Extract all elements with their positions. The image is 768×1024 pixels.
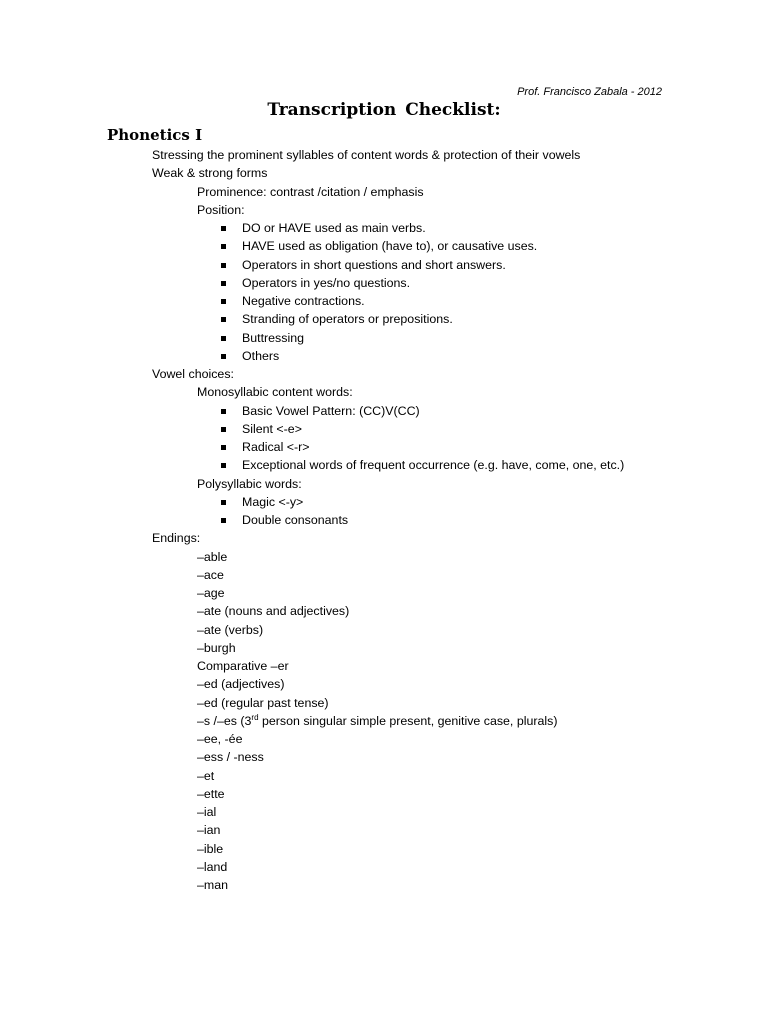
section-heading: Phonetics I bbox=[107, 126, 203, 144]
bullet-item bbox=[0, 456, 768, 474]
ending-item: –ible bbox=[197, 841, 224, 856]
ending-item bbox=[0, 712, 768, 730]
bullet-text: Radical <-r> bbox=[242, 440, 310, 454]
ending-text: person singular simple present, genitive case, plurals) bbox=[258, 713, 558, 728]
bullet-marker bbox=[221, 445, 226, 450]
bullet-item bbox=[0, 438, 768, 456]
bullet-item bbox=[0, 329, 768, 347]
bullet-marker bbox=[221, 427, 226, 432]
ending-item: –et bbox=[197, 768, 215, 783]
document-title: Transcription Checklist: bbox=[267, 100, 501, 120]
ending-item: –ed (regular past tense) bbox=[197, 695, 329, 710]
bullet-marker bbox=[221, 463, 226, 468]
ending-item: –ed (adjectives) bbox=[197, 677, 285, 692]
bullet-item bbox=[0, 292, 768, 310]
bullet-marker bbox=[221, 263, 226, 268]
ending-item: –ee, -ée bbox=[197, 732, 243, 746]
bullet-item bbox=[0, 402, 768, 420]
ending-item: –ate (verbs) bbox=[197, 622, 264, 637]
ending-item: –ian bbox=[197, 823, 221, 838]
bullet-item bbox=[0, 237, 768, 255]
bullet-text: Basic Vowel Pattern: (CC)V(CC) bbox=[242, 403, 420, 418]
ending-item: –ette bbox=[197, 786, 225, 801]
checklist-line: Weak & strong forms bbox=[152, 166, 268, 181]
bullet-text: Silent <-e> bbox=[242, 421, 302, 436]
checklist-line: Stressing the prominent syllables of content words & protection of their vowels bbox=[152, 148, 581, 162]
checklist-line: Vowel choices: bbox=[152, 367, 234, 381]
bullet-marker bbox=[221, 500, 226, 505]
ending-text: –s /–es (3 bbox=[197, 713, 252, 728]
bullet-marker bbox=[221, 409, 226, 414]
bullet-marker bbox=[221, 299, 226, 304]
bullet-item bbox=[0, 256, 768, 274]
bullet-item bbox=[0, 274, 768, 292]
bullet-text: Operators in yes/no questions. bbox=[242, 275, 411, 290]
checklist-line: Endings: bbox=[152, 531, 201, 546]
bullet-text: DO or HAVE used as main verbs. bbox=[242, 221, 426, 235]
bullet-text: Others bbox=[242, 348, 280, 363]
bullet-text: Magic <-y> bbox=[242, 494, 304, 509]
ordinal-superscript: rd bbox=[251, 712, 259, 722]
bullet-marker bbox=[221, 226, 226, 231]
bullet-text: Negative contractions. bbox=[242, 294, 365, 308]
bullet-text: Double consonants bbox=[242, 513, 349, 527]
checklist-line: Monosyllabic content words: bbox=[197, 385, 353, 400]
bullet-item bbox=[0, 347, 768, 365]
ending-item: –ess / -ness bbox=[197, 750, 264, 765]
ending-item: –ace bbox=[197, 567, 224, 582]
ending-item: –man bbox=[197, 878, 228, 892]
ending-item: –ial bbox=[197, 805, 217, 819]
bullet-item bbox=[0, 310, 768, 328]
checklist-line: Position: bbox=[197, 202, 245, 217]
bullet-text: HAVE used as obligation (have to), or causative uses. bbox=[242, 239, 538, 254]
ending-item: –age bbox=[197, 586, 225, 600]
bullet-text: Exceptional words of frequent occurrence (e.g. have, come, one, etc.) bbox=[242, 458, 625, 473]
bullet-marker bbox=[221, 244, 226, 249]
bullet-item bbox=[0, 219, 768, 237]
ending-item: –burgh bbox=[197, 640, 236, 655]
ending-item: Comparative –er bbox=[197, 659, 289, 673]
ending-item: –able bbox=[197, 549, 228, 564]
bullet-marker bbox=[221, 354, 226, 359]
bullet-marker bbox=[221, 518, 226, 523]
bullet-text: Stranding of operators or prepositions. bbox=[242, 312, 453, 327]
checklist-line: Prominence: contrast /citation / emphasis bbox=[197, 184, 424, 199]
bullet-item bbox=[0, 420, 768, 438]
bullet-text: Operators in short questions and short answers. bbox=[242, 257, 506, 272]
ending-item: –land bbox=[197, 859, 228, 874]
checklist-line: Polysyllabic words: bbox=[197, 476, 302, 491]
bullet-marker bbox=[221, 317, 226, 322]
checklist-body bbox=[0, 146, 768, 894]
author-credit: Prof. Francisco Zabala - 2012 bbox=[517, 86, 662, 98]
ending-item: –ate (nouns and adjectives) bbox=[197, 604, 350, 619]
bullet-marker bbox=[221, 281, 226, 286]
bullet-item bbox=[0, 511, 768, 529]
bullet-text: Buttressing bbox=[242, 330, 304, 345]
bullet-item bbox=[0, 493, 768, 511]
bullet-marker bbox=[221, 336, 226, 341]
